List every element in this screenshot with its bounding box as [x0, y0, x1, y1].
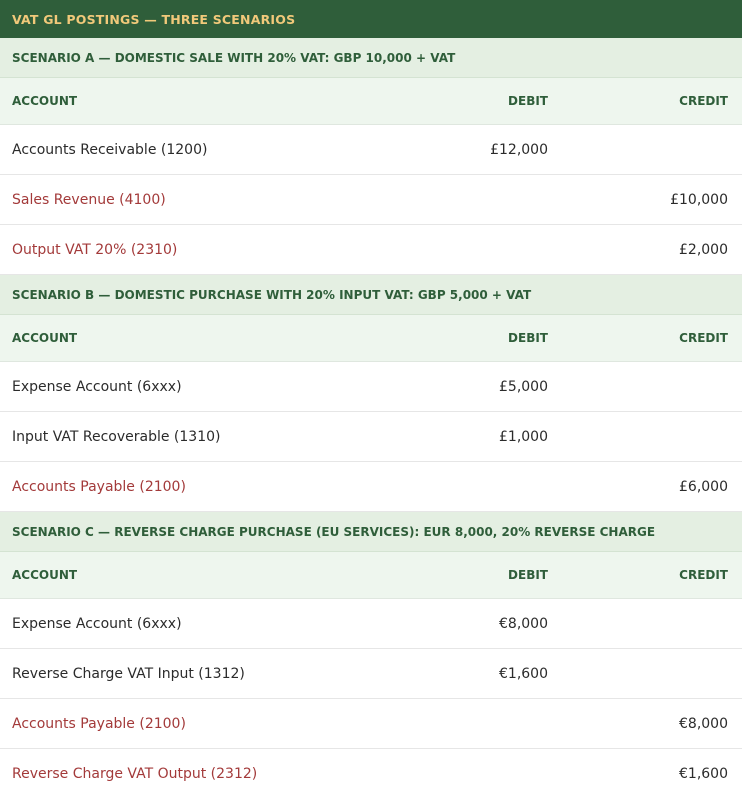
table-row: [0, 125, 742, 175]
debit-cell: £1,000: [499, 428, 548, 445]
debit-column-header: DEBIT: [508, 94, 548, 108]
scenario-c-title: SCENARIO C — REVERSE CHARGE PURCHASE (EU SERVICES): EUR 8,000, 20% REVERSE CHARGE: [0, 512, 742, 552]
column-header-row: [0, 315, 742, 362]
credit-cell: £2,000: [679, 241, 728, 258]
scenario-b-title: SCENARIO B — DOMESTIC PURCHASE WITH 20% INPUT VAT: GBP 5,000 + VAT: [0, 275, 742, 315]
debit-cell: £5,000: [499, 378, 548, 395]
debit-cell: £12,000: [490, 141, 548, 158]
debit-cell: €1,600: [499, 665, 548, 682]
credit-cell: £10,000: [670, 191, 728, 208]
credit-column-header: CREDIT: [679, 568, 728, 582]
table-row: [0, 462, 742, 512]
table-row: [0, 175, 742, 225]
account-cell: Accounts Receivable (1200): [12, 141, 208, 158]
scenario-a-title: SCENARIO A — DOMESTIC SALE WITH 20% VAT: GBP 10,000 + VAT: [0, 38, 742, 78]
account-cell: Accounts Payable (2100): [12, 715, 186, 732]
column-header-row: [0, 78, 742, 125]
account-column-header: ACCOUNT: [12, 94, 78, 108]
credit-cell: €1,600: [679, 766, 728, 782]
account-cell: Input VAT Recoverable (1310): [12, 428, 221, 445]
table-row: [0, 362, 742, 412]
column-header-row: [0, 552, 742, 599]
table-row: [0, 699, 742, 749]
credit-cell: £6,000: [679, 478, 728, 495]
table-row: [0, 225, 742, 275]
account-cell: Sales Revenue (4100): [12, 191, 166, 208]
account-cell: Output VAT 20% (2310): [12, 241, 178, 258]
debit-column-header: DEBIT: [508, 331, 548, 345]
table-row: [0, 649, 742, 699]
credit-column-header: CREDIT: [679, 331, 728, 345]
table-row: [0, 412, 742, 462]
account-cell: Reverse Charge VAT Input (1312): [12, 665, 245, 682]
account-column-header: ACCOUNT: [12, 568, 78, 582]
account-cell: Reverse Charge VAT Output (2312): [12, 766, 258, 782]
account-cell: Expense Account (6xxx): [12, 615, 182, 632]
credit-column-header: CREDIT: [679, 94, 728, 108]
table-row: [0, 749, 742, 799]
debit-column-header: DEBIT: [508, 568, 548, 582]
table-title: VAT GL POSTINGS — THREE SCENARIOS: [0, 0, 742, 38]
table-row: [0, 599, 742, 649]
account-cell: Expense Account (6xxx): [12, 378, 182, 395]
account-column-header: ACCOUNT: [12, 331, 78, 345]
debit-cell: €8,000: [499, 615, 548, 632]
account-cell: Accounts Payable (2100): [12, 478, 186, 495]
credit-cell: €8,000: [679, 715, 728, 732]
